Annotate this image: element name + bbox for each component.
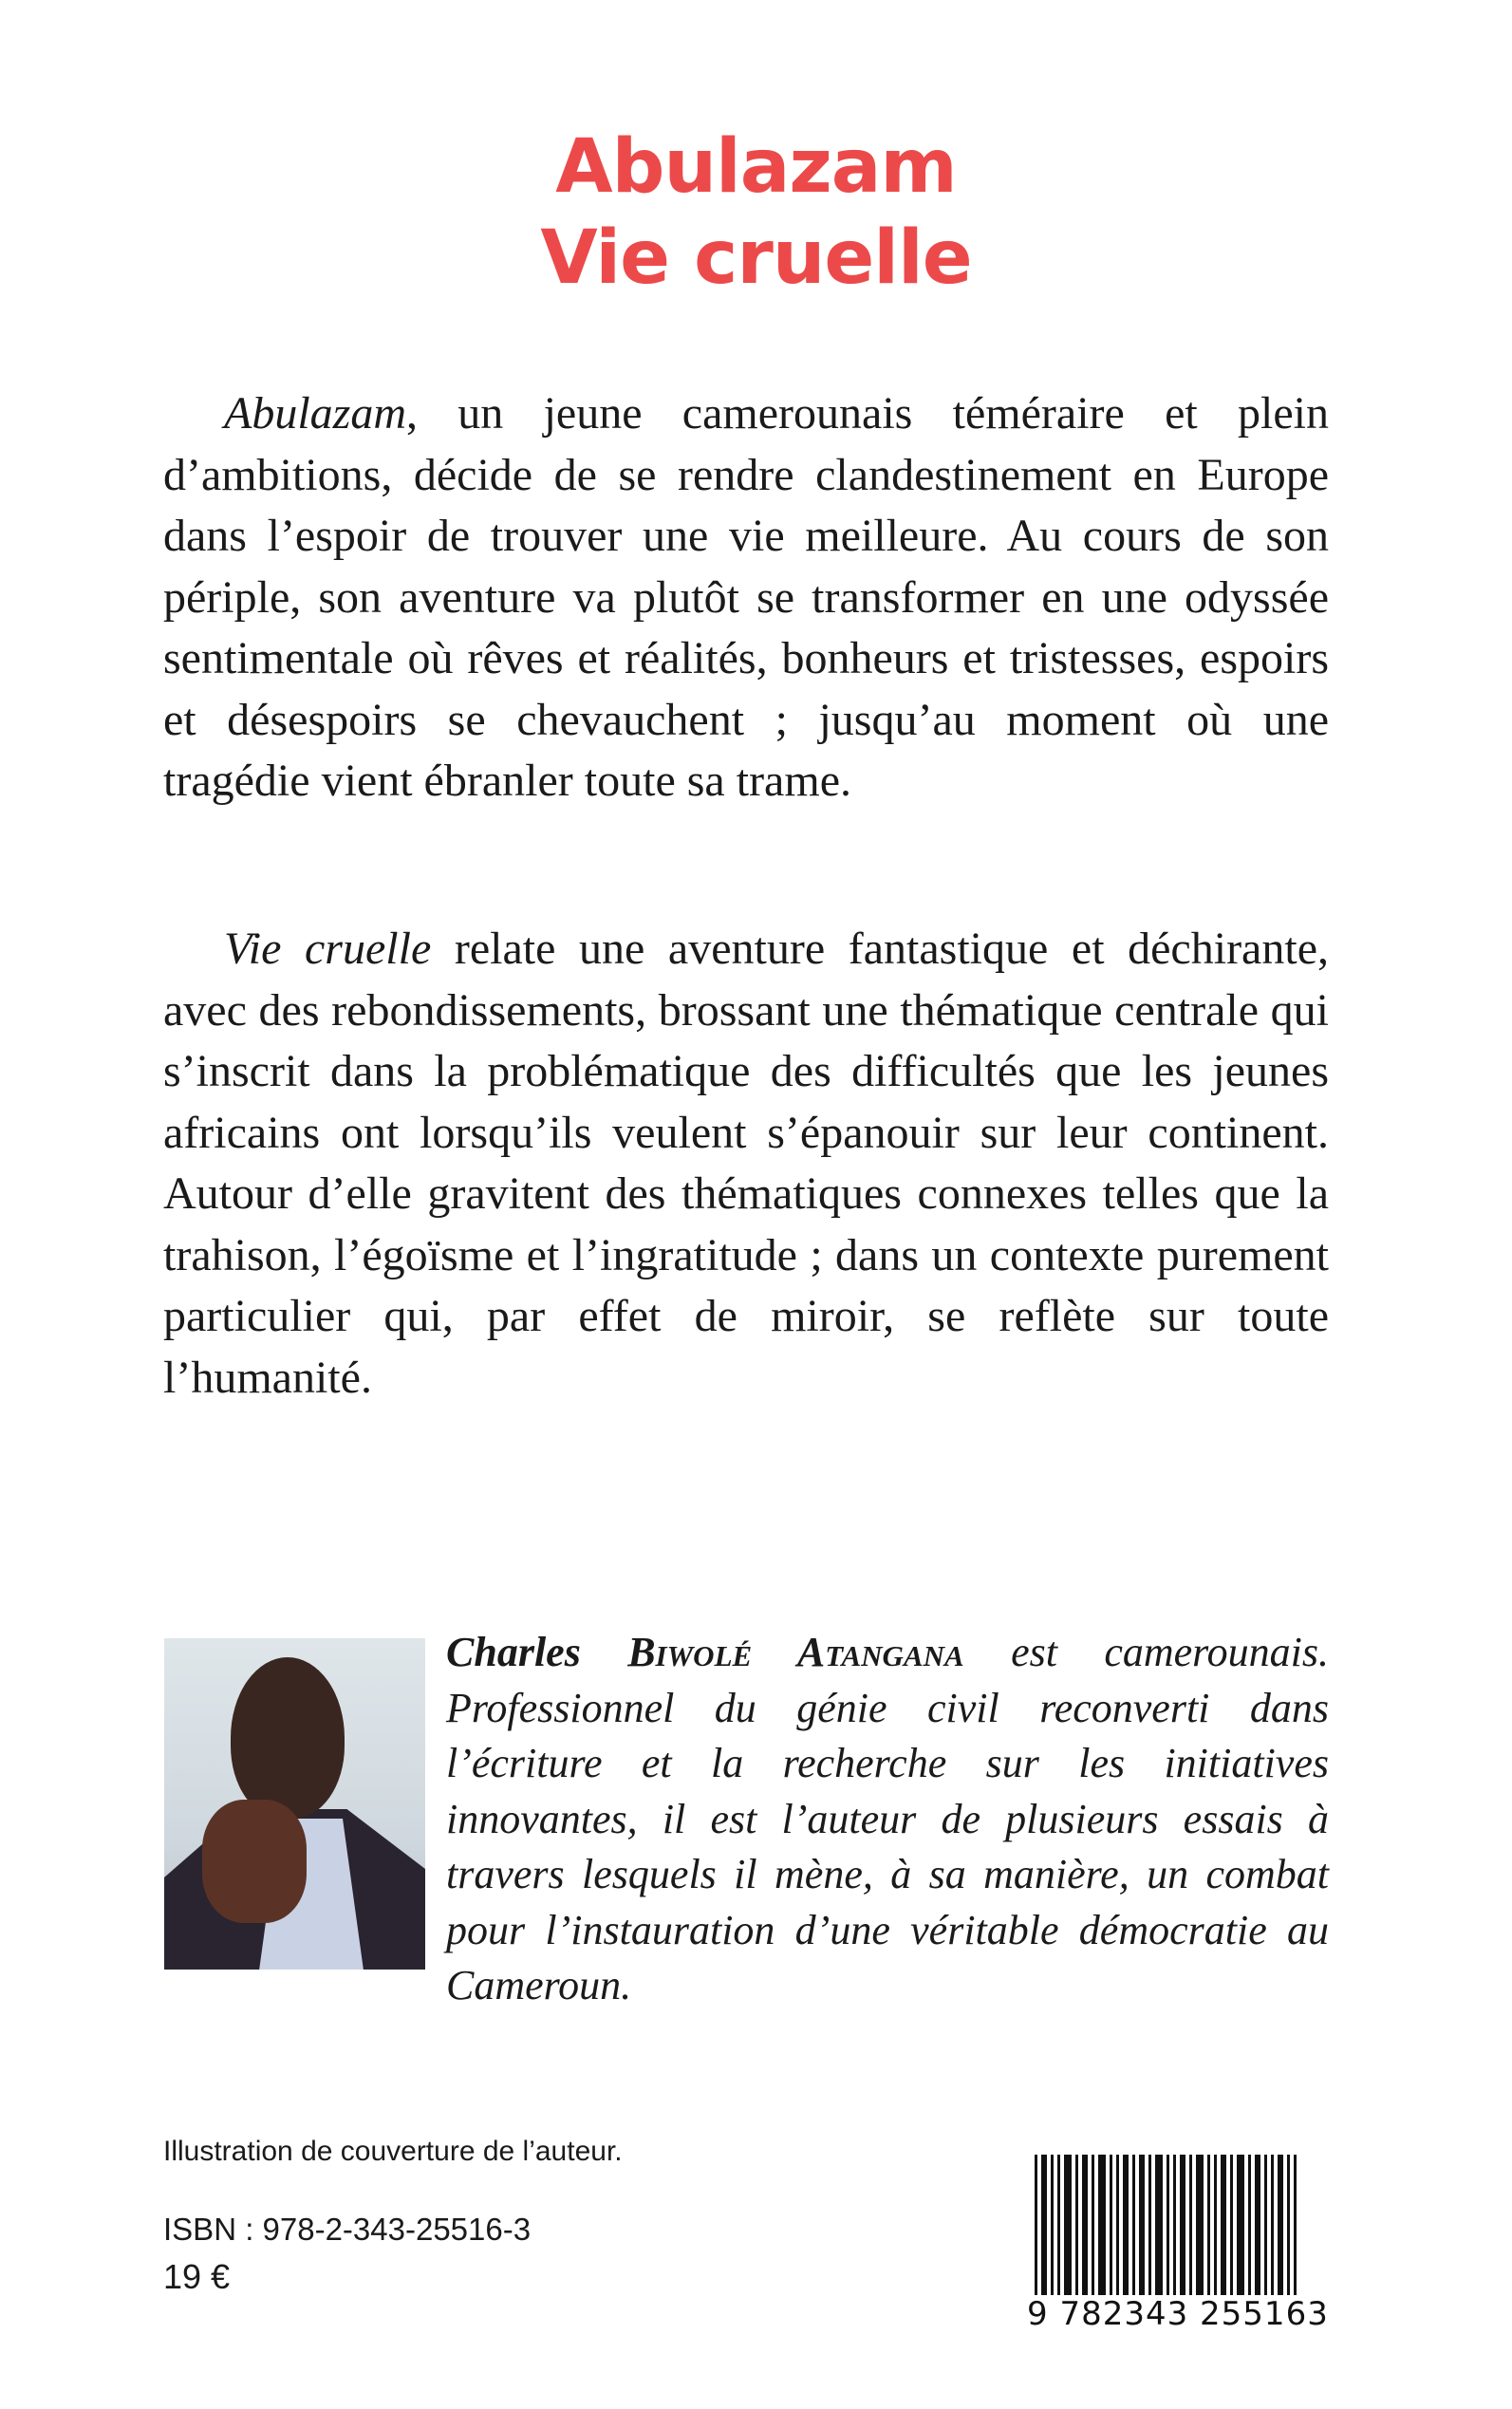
barcode — [1035, 2155, 1348, 2306]
author-bio — [446, 1625, 1329, 2014]
photo-head — [231, 1657, 345, 1819]
title-line-2: Vie cruelle — [540, 215, 972, 301]
author-photo — [164, 1638, 425, 1970]
isbn: ISBN : 978-2-343-25516-3 — [163, 2212, 532, 2247]
synopsis-paragraph-1 — [163, 383, 1329, 812]
book-title — [0, 121, 1512, 304]
price: 19 € — [163, 2257, 231, 2296]
synopsis-paragraph-2 — [163, 919, 1329, 1409]
cover-credit: Illustration de couverture de l’auteur. — [163, 2136, 623, 2167]
author-first-name: Charles — [446, 1629, 581, 1675]
title-line-1: Abulazam — [555, 124, 957, 210]
barcode-number: 9 782343 255163 — [1027, 2295, 1354, 2333]
author-last-name: Biwolé Atangana — [627, 1629, 964, 1675]
synopsis-lead-1: Abulazam — [224, 388, 406, 439]
author-bio-text: est camerounais. Professionnel du génie civil reconverti dans l’écriture et la recherche sur les initiatives innovantes, il est l’auteur de plusieurs essais à travers lesquels il mène, à sa manière, un combat pour l’instauration d’une véritable démocratie au Cameroun. — [446, 1629, 1329, 2008]
photo-hands — [202, 1800, 307, 1923]
synopsis-lead-2: Vie cruelle — [224, 924, 432, 974]
synopsis-text-2: relate une aventure fantastique et déchirante, avec des rebondissements, brossant une thématique centrale qui s’inscrit dans la problématique des difficultés que les jeunes africains ont lorsqu’ils veulent s’épanouir sur leur continent. Autour d’elle gravitent des thématiques connexes telles que la trahison, l’égoïsme et l’ingratitude ; dans un contexte purement particulier qui, par effet de miroir, se reflète sur toute l’humanité. — [163, 924, 1329, 1403]
synopsis-text-1: , un jeune camerounais téméraire et plein d’ambitions, décide de se rendre clandestinement en Europe dans l’espoir de trouver une vie meilleure. Au cours de son périple, son aventure va plutôt se transformer en une odyssée sentimentale où rêves et réalités, bonheurs et tristesses, espoirs et désespoirs se chevauchent ; jusqu’au moment où une tragédie vient ébranler toute sa trame. — [163, 388, 1329, 806]
